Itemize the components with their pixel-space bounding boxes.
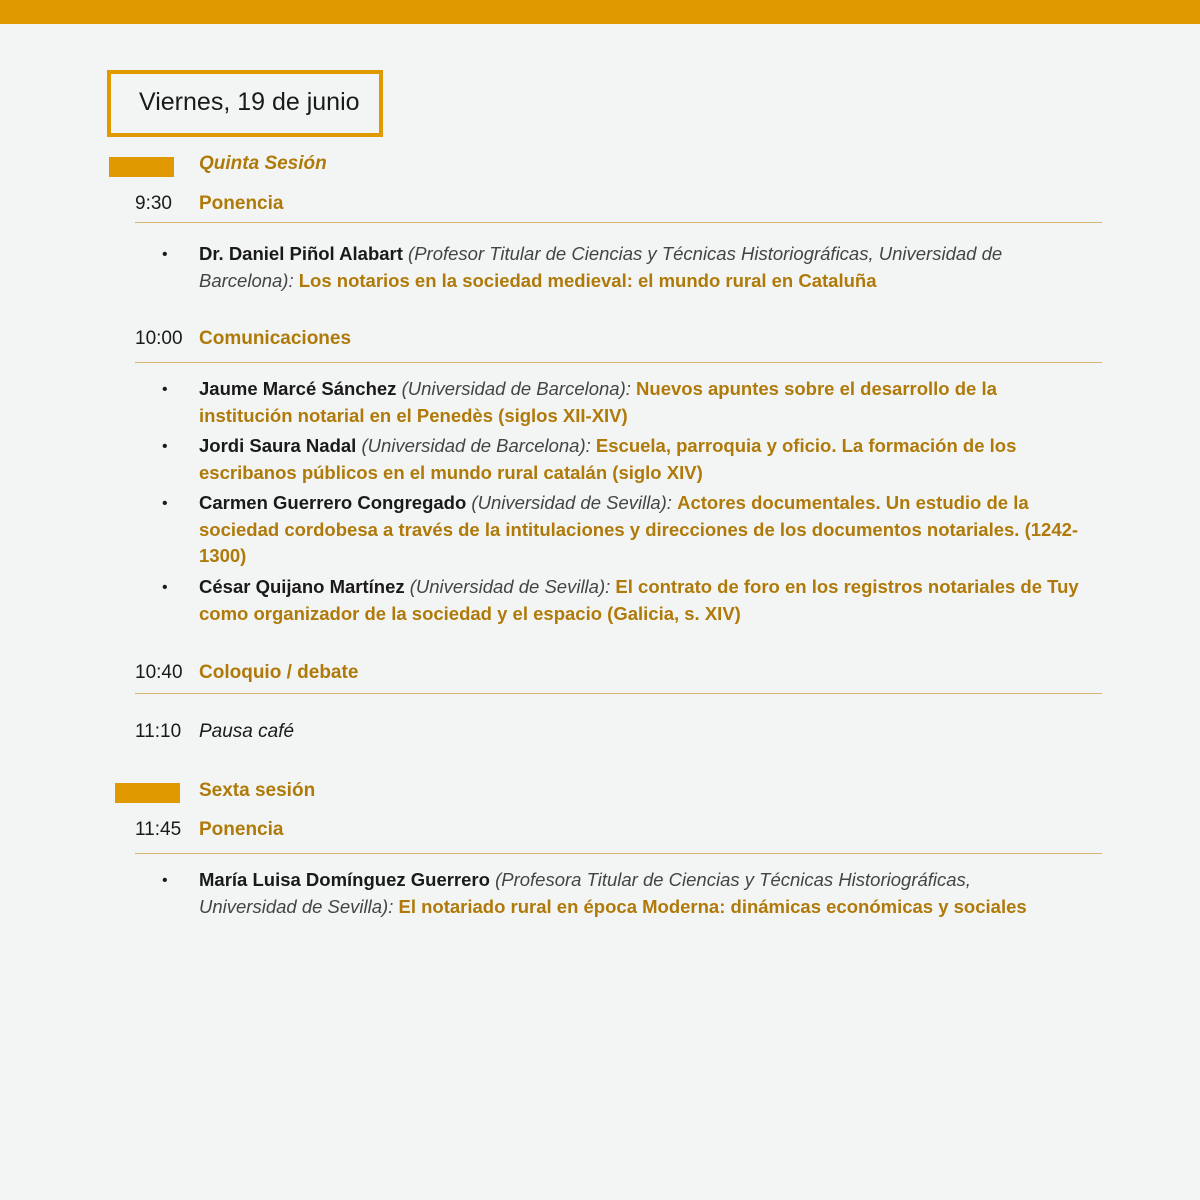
list-item [199,241,1079,294]
talk-title: El notariado rural en época Moderna: dinámicas económicas y sociales [398,895,1027,917]
speaker-name: Jordi Saura Nadal [199,435,357,456]
time-label: 11:45 [135,819,182,840]
bullet: • [162,872,168,889]
speaker-affiliation: (Universidad de Barcelona): [361,435,591,456]
block-heading: Coloquio / debate [199,662,359,683]
list-item [199,376,1079,429]
speaker-affiliation: (Universidad de Sevilla): [409,576,611,597]
time-label: 9:30 [135,193,172,214]
time-label: 10:00 [135,328,183,349]
speaker-affiliation: (Universidad de Barcelona): [401,378,631,399]
day-header [107,70,383,137]
break-label: Pausa café [199,721,295,742]
list-item [199,490,1079,570]
speaker-name: María Luisa Domínguez Guerrero [199,869,490,890]
bullet: • [162,381,168,398]
bullet: • [162,438,168,455]
speaker-name: Carmen Guerrero Congregado [199,492,467,513]
session-title: Quinta Sesión [199,153,327,174]
speaker-affiliation: (Profesor Titular de Ciencias y Técnicas Historiográficas, Universidad de Barcelona): [199,243,1003,291]
session-title: Sexta sesión [199,780,316,801]
talk-title: Actores documentales. Un estudio de la sociedad cordobesa a través de la intitulaciones y direcciones de los documentos notariales. (1242-1300) [199,492,1079,566]
speaker-name: César Quijano Martínez [199,576,405,597]
session-marker [115,783,180,803]
bullet: • [162,246,168,263]
speaker-name: Jaume Marcé Sánchez [199,378,397,399]
speaker-affiliation: (Universidad de Sevilla): [471,492,672,513]
list-item [199,867,1049,920]
block-heading: Ponencia [199,193,284,214]
divider [135,853,1102,854]
block-heading: Comunicaciones [199,328,352,349]
bullet: • [162,495,168,512]
divider [135,362,1102,363]
day-title: Viernes, 19 de junio [139,88,360,116]
session-marker [109,157,174,177]
speaker-name: Dr. Daniel Piñol Alabart [199,243,403,264]
talk-title: Escuela, parroquia y oficio. La formación de los escribanos públicos en el mundo rural catalán (siglo XIV) [199,435,1017,483]
talk-title: Los notarios en la sociedad medieval: el mundo rural en Cataluña [298,269,877,291]
talk-title: Nuevos apuntes sobre el desarrollo de la institución notarial en el Penedès (siglos XII-XIV) [199,378,997,426]
speaker-affiliation: (Profesora Titular de Ciencias y Técnicas Historiográficas, Universidad de Sevilla): [199,869,971,917]
time-label: 11:10 [135,721,182,742]
talk-title: El contrato de foro en los registros notariales de Tuy como organizador de la sociedad y el espacio (Galicia, s. XIV) [199,576,1079,624]
list-item [199,574,1079,627]
list-item [199,433,1079,486]
bullet: • [162,579,168,596]
divider [135,693,1102,694]
time-label: 10:40 [135,662,183,683]
divider [135,222,1102,223]
top-accent-bar [0,0,1200,24]
block-heading: Ponencia [199,819,284,840]
